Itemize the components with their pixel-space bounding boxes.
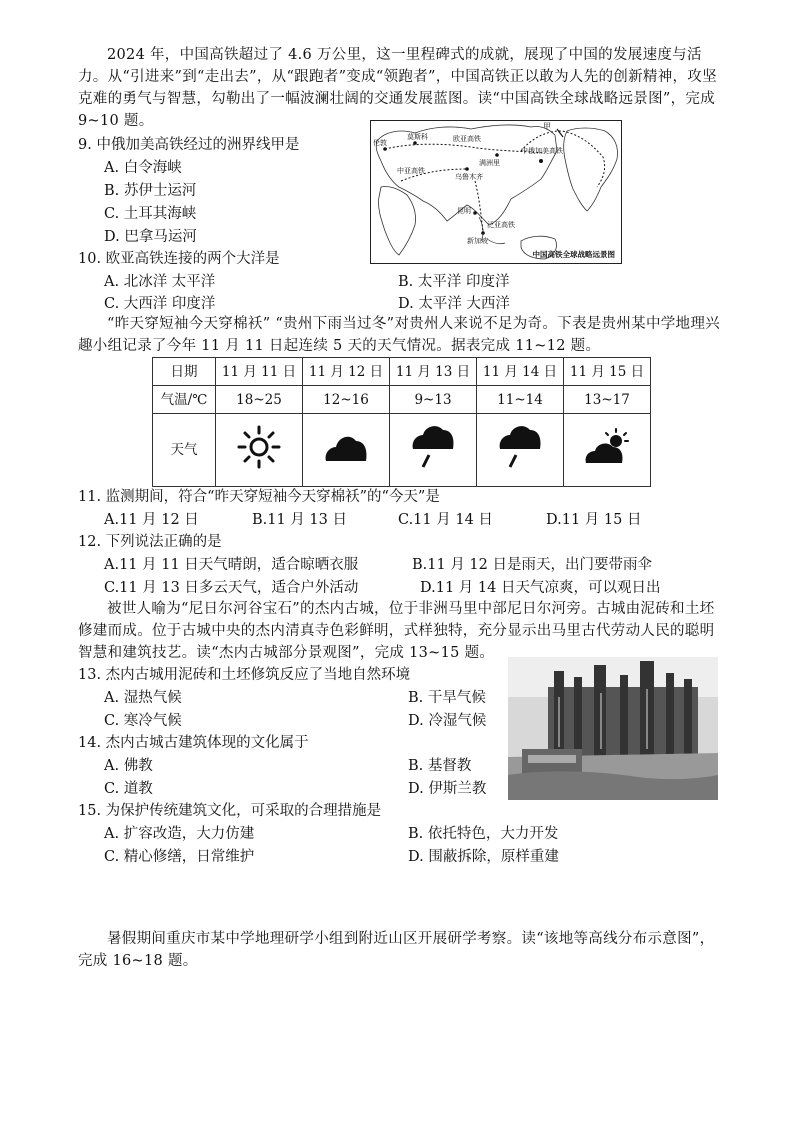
cloudy-to-sunny-icon (582, 427, 632, 467)
overcast-icon (322, 429, 370, 465)
question-14-option-c[interactable]: C. 道教 (104, 781, 153, 797)
map-label-ouya: 欧亚高铁 (453, 135, 481, 143)
question-12-stem: 12. 下列说法正确的是 (78, 534, 222, 550)
question-13-option-a[interactable]: A. 湿热气候 (104, 690, 182, 706)
question-12-option-b[interactable]: B.11 月 12 日是雨天，出门要带雨伞 (412, 557, 652, 573)
table-header-day: 11 月 14 日 (477, 358, 564, 386)
question-10-option-b[interactable]: B. 太平洋 印度洋 (398, 274, 510, 290)
weather-cell-1 (216, 414, 303, 487)
question-10-option-d[interactable]: D. 太平洋 大西洋 (398, 296, 510, 312)
table-header-day: 11 月 12 日 (303, 358, 390, 386)
question-15-stem: 15. 为保护传统建筑文化，可采取的合理措施是 (78, 803, 382, 819)
djenne-paragraph: 被世人喻为“尼日尔河谷宝石”的杰内古城，位于非洲马里中部尼日尔河旁。古城由泥砖和土坯修建而成。位于古城中央的杰内清真寺色彩鲜明，式样独特，充分显示出马里古代劳动人民的聪明智慧和建筑技艺。读“杰内古城部分景观图”，完成 13~15 题。 (78, 601, 715, 661)
question-12-option-d[interactable]: D.11 月 14 日天气凉爽，可以观日出 (420, 580, 661, 596)
question-10-option-a[interactable]: A. 北冰洋 太平洋 (104, 274, 216, 290)
question-15-option-b[interactable]: B. 依托特色，大力开发 (408, 826, 559, 842)
map-label-urumqi: 乌鲁木齐 (455, 173, 483, 181)
table-temp-label: 气温/℃ (153, 386, 216, 414)
sunny-icon (237, 425, 281, 469)
question-11-option-a[interactable]: A.11 月 12 日 (104, 512, 199, 528)
question-9-option-c[interactable]: C. 土耳其海峡 (104, 206, 197, 222)
question-9-option-b[interactable]: B. 苏伊士运河 (104, 183, 197, 199)
question-13-option-d[interactable]: D. 冷湿气候 (408, 713, 487, 729)
question-14-stem: 14. 杰内古城古建筑体现的文化属于 (78, 735, 309, 751)
map-label-kunming: 昆明 (457, 207, 471, 215)
weather-cell-3 (390, 414, 477, 487)
question-15-option-c[interactable]: C. 精心修缮，日常维护 (104, 849, 255, 865)
question-9-stem: 9. 中俄加美高铁经过的洲界线甲是 (78, 137, 300, 153)
map-label-zhongya: 中亚高铁 (397, 167, 425, 175)
map-label-london: 伦敦 (373, 139, 387, 147)
question-12-option-c[interactable]: C.11 月 13 日多云天气，适合户外活动 (104, 580, 359, 596)
question-15-option-a[interactable]: A. 扩容改造，大力仿建 (104, 826, 255, 842)
question-14-option-d[interactable]: D. 伊斯兰教 (408, 781, 487, 797)
guizhou-paragraph: “昨天穿短袖今天穿棉袄” “贵州下雨当过冬”对贵州人来说不足为奇。下表是贵州某中学地理兴趣小组记录了今年 11 月 11 日起连续 5 天的天气情况。据表完成 11~12 题。 (78, 316, 720, 354)
table-weather-label: 天气 (153, 414, 216, 487)
table-header-day: 11 月 11 日 (216, 358, 303, 386)
map-caption: 中国高铁全球战略远景图 (532, 250, 615, 259)
djenne-mosque-image (508, 657, 718, 800)
chongqing-paragraph: 暑假期间重庆市某中学地理研学小组到附近山区开展研学考察。读“该地等高线分布示意图”，完成 16~18 题。 (78, 931, 715, 969)
map-label-moscow: 莫斯科 (407, 133, 428, 141)
question-11-stem: 11. 监测期间，符合“昨天穿短袖今天穿棉袄”的“今天”是 (78, 489, 440, 505)
weather-cell-5 (564, 414, 651, 487)
question-14-option-a[interactable]: A. 佛教 (104, 758, 153, 774)
question-14-option-b[interactable]: B. 基督教 (408, 758, 472, 774)
table-header-date: 日期 (153, 358, 216, 386)
question-10-option-c[interactable]: C. 大西洋 印度洋 (104, 296, 216, 312)
map-label-manzhouli: 满洲里 (479, 159, 500, 167)
table-temp-cell: 11~14 (477, 386, 564, 414)
intro-paragraph: 2024 年，中国高铁超过了 4.6 万公里，这一里程碑式的成就，展现了中国的发展速度与活力。从“引进来”到“走出去”，从“跟跑者”变成“领跑者”，中国高铁正以敢为人先的创新精神，攻坚克难的勇气与智慧，勾勒出了一幅波澜壮阔的交通发展蓝图。读“中国高铁全球战略远景图”，完成 9~10 题。 (78, 47, 717, 129)
question-13-stem: 13. 杰内古城用泥砖和土坯修筑反应了当地自然环境 (78, 667, 411, 683)
table-temp-cell: 9~13 (390, 386, 477, 414)
table-temp-cell: 13~17 (564, 386, 651, 414)
map-label-singapore: 新加坡 (467, 237, 488, 245)
rain-icon (409, 423, 457, 471)
table-temp-cell: 18~25 (216, 386, 303, 414)
question-13-option-b[interactable]: B. 干旱气候 (408, 690, 486, 706)
table-header-day: 11 月 15 日 (564, 358, 651, 386)
high-speed-rail-map (370, 120, 622, 264)
weather-cell-4 (477, 414, 564, 487)
question-9-option-d[interactable]: D. 巴拿马运河 (104, 229, 197, 245)
question-15-option-d[interactable]: D. 围蔽拆除，原样重建 (408, 849, 559, 865)
question-12-option-a[interactable]: A.11 月 11 日天气晴朗，适合晾晒衣服 (104, 557, 359, 573)
djenne-mosque-photo (508, 657, 718, 800)
map-label-zhongemei: 中俄加美高铁 (521, 147, 563, 155)
question-9-option-a[interactable]: A. 白令海峡 (104, 160, 182, 176)
weather-table (152, 357, 651, 487)
question-11-option-b[interactable]: B.11 月 13 日 (252, 512, 347, 528)
map-drawing (371, 121, 621, 263)
table-header-day: 11 月 13 日 (390, 358, 477, 386)
table-temp-cell: 12~16 (303, 386, 390, 414)
question-13-option-c[interactable]: C. 寒冷气候 (104, 713, 182, 729)
map-label-jia: 甲 (543, 122, 551, 131)
map-label-fanya: 泛亚高铁 (487, 221, 515, 229)
weather-cell-2 (303, 414, 390, 487)
question-11-option-c[interactable]: C.11 月 14 日 (398, 512, 493, 528)
rain-icon (496, 423, 544, 471)
question-10-stem: 10. 欧亚高铁连接的两个大洋是 (78, 251, 280, 267)
question-11-option-d[interactable]: D.11 月 15 日 (546, 512, 642, 528)
